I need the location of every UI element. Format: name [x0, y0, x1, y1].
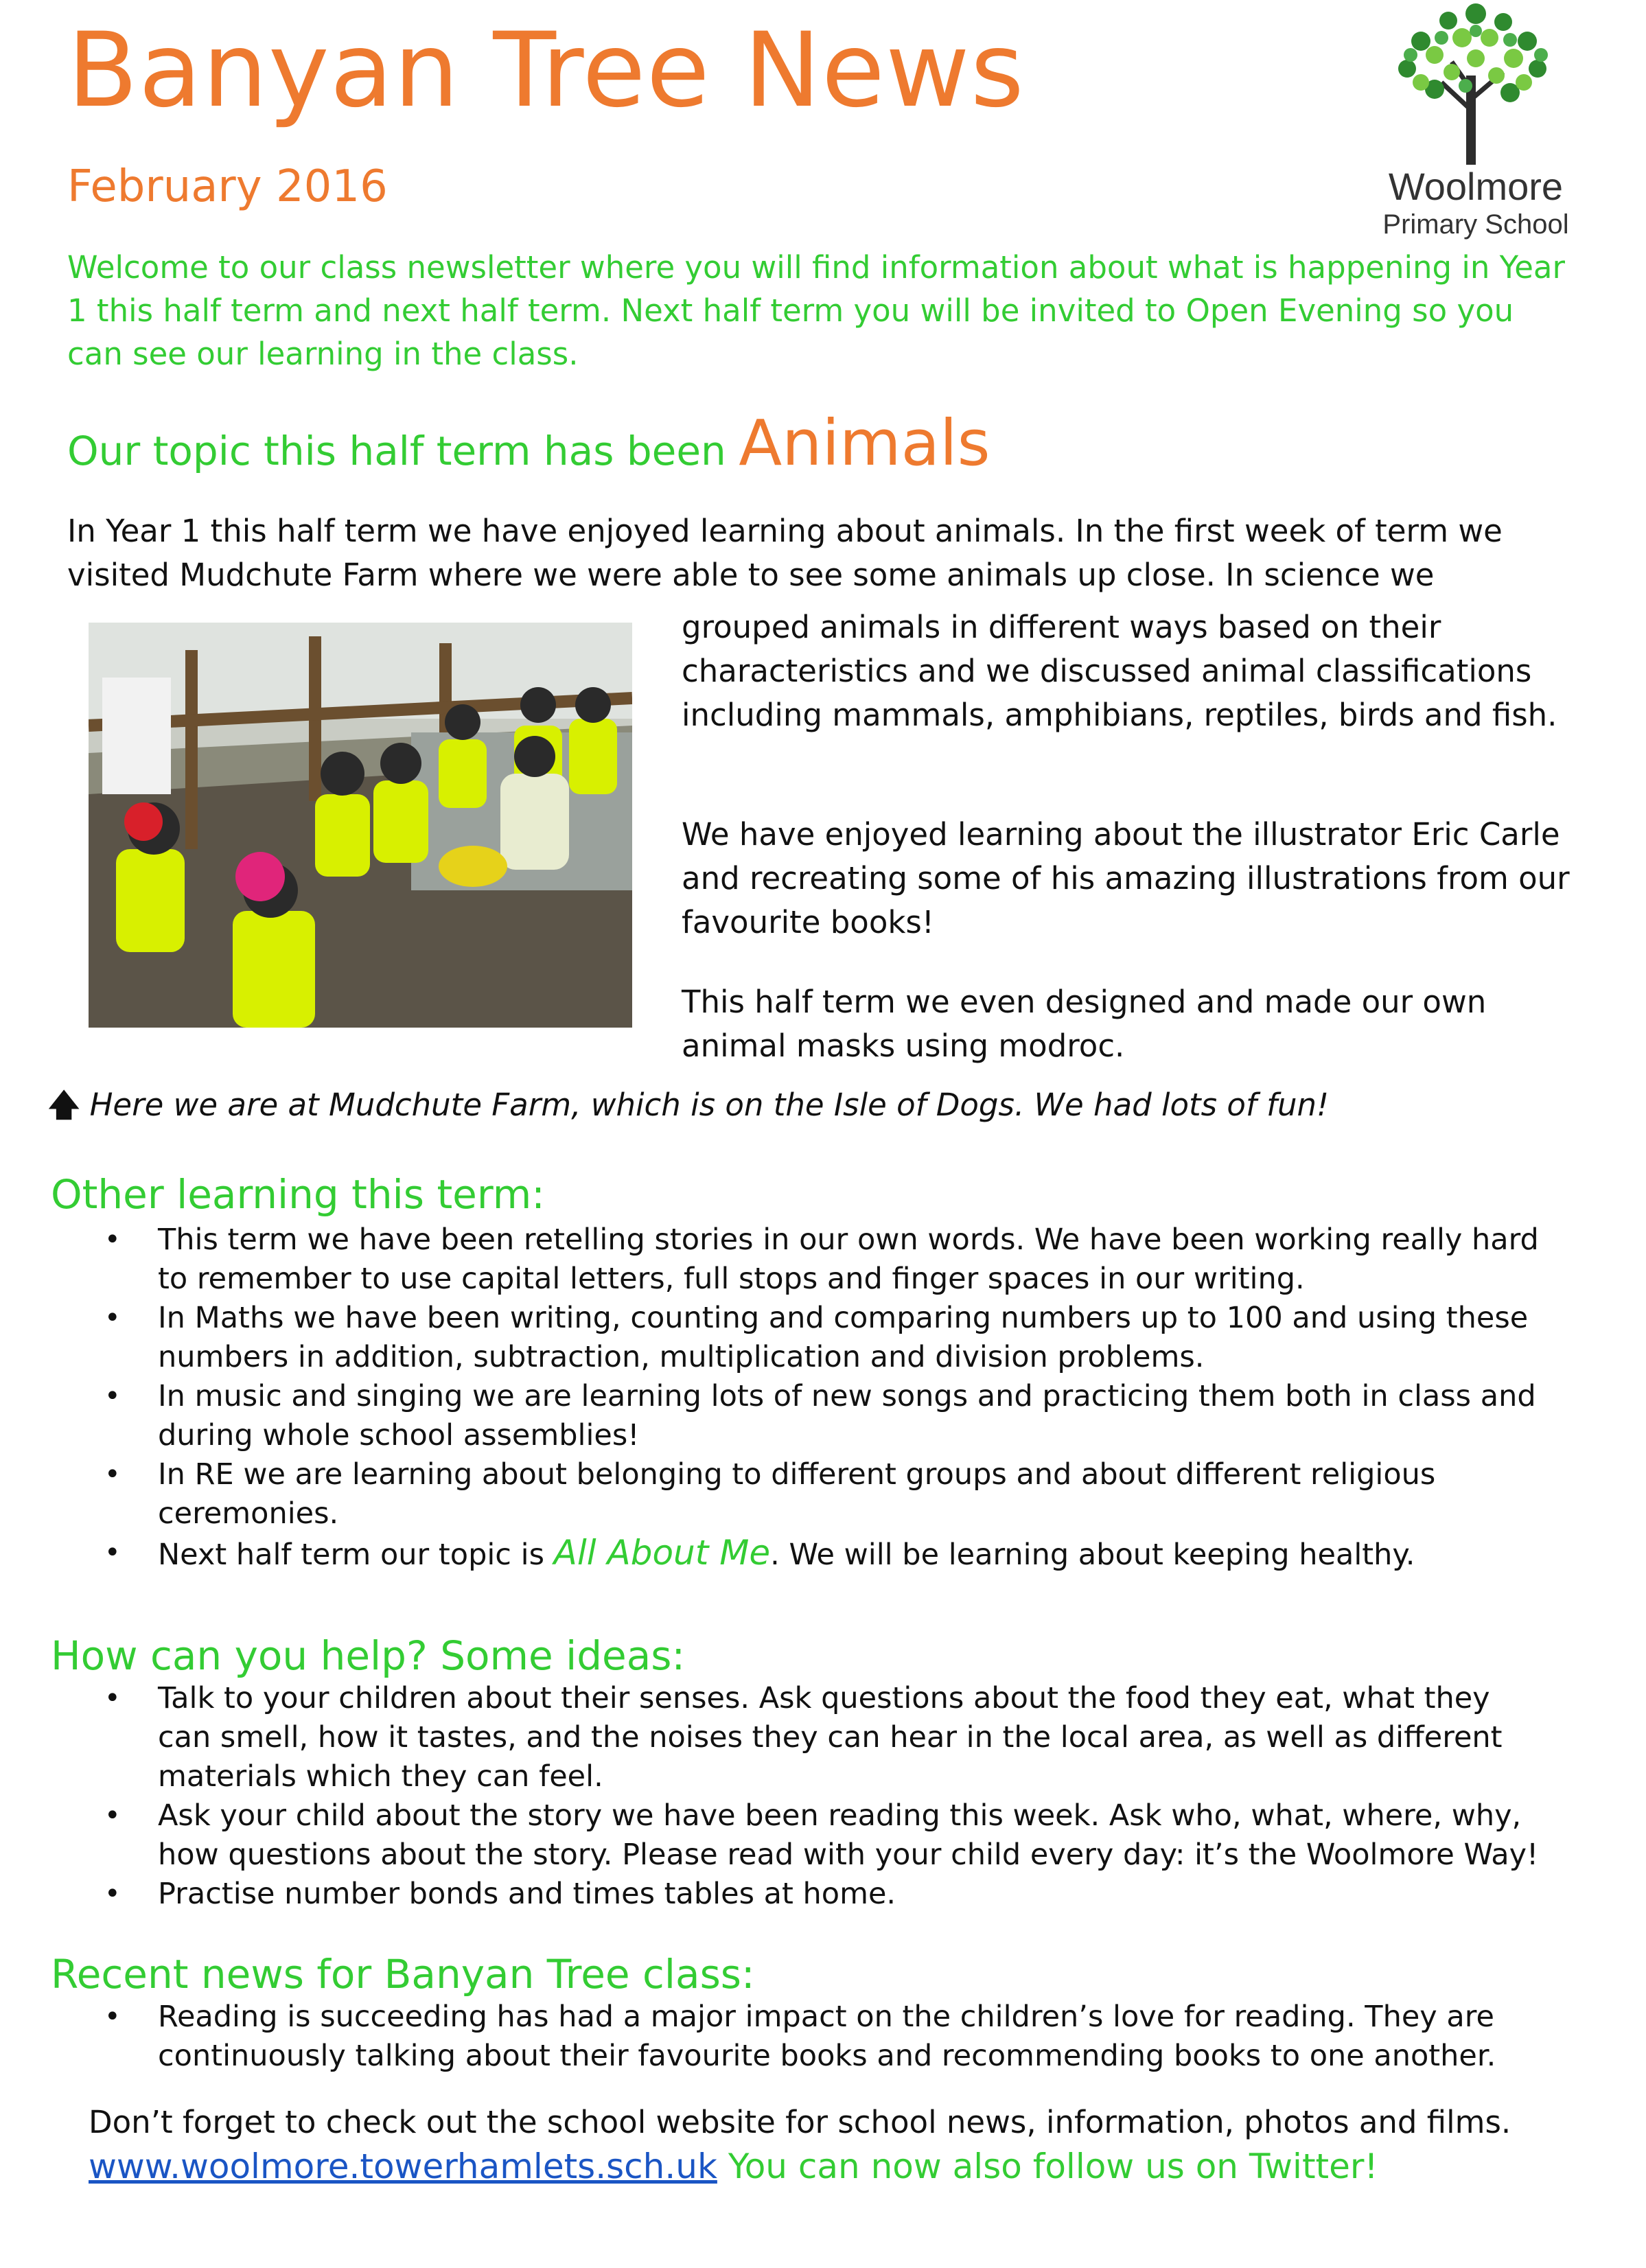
list-item: • This term we have been retelling stories in our own words. We have been working really hard to remember to use capital letters, full stops and finger spaces in our writing. [51, 1220, 1547, 1299]
help-list [51, 1679, 1547, 1914]
help-heading: How can you help? Some ideas: [51, 1632, 686, 1679]
footer-text: Don’t forget to check out the school website for school news, information, photos and films. [89, 2104, 1511, 2140]
other-learning-heading: Other learning this term: [51, 1171, 545, 1218]
topic-paragraph-1: grouped animals in different ways based on their characteristics and we discussed animal classifications including mammals, amphibians, reptiles, birds and fish. [682, 609, 1557, 733]
topic-heading-prefix: Our topic this half term has been [67, 428, 726, 474]
list-item: • In music and singing we are learning lots of new songs and practicing them both in class and during whole school assemblies! [51, 1377, 1547, 1455]
recent-news-heading: Recent news for Banyan Tree class: [51, 1951, 755, 1998]
newsletter-date: February 2016 [67, 161, 388, 212]
footer [89, 2101, 1599, 2188]
school-name: Woolmore [1388, 165, 1564, 208]
next-topic-prefix: Next half term our topic is [158, 1538, 554, 1572]
topic-paragraph-3: This half term we even designed and made our own animal masks using modroc. [682, 984, 1487, 1064]
list-item: • Ask your child about the story we have been reading this week. Ask who, what, where, why, how questions about the story. Please read with your child every day: it’s the Woolmore Way! [51, 1796, 1547, 1875]
photo-caption [48, 1083, 1329, 1127]
list-item: • In Maths we have been writing, counting and comparing numbers up to 100 and using these numbers in addition, subtraction, multiplication and division problems. [51, 1299, 1547, 1377]
list-item: • In RE we are learning about belonging to different groups and about different religious ceremonies. [51, 1455, 1547, 1534]
school-website-link[interactable]: www.woolmore.towerhamlets.sch.uk [89, 2146, 717, 2186]
arrow-up-icon: 🡅 [48, 1087, 80, 1123]
photo-caption-text: Here we are at Mudchute Farm, which is on the Isle of Dogs. We had lots of fun! [89, 1087, 1330, 1123]
topic-heading-topic: Animals [739, 406, 990, 480]
next-topic-suffix: . We will be learning about keeping healthy. [770, 1538, 1415, 1572]
children-at-farm-image [89, 623, 632, 1028]
list-item [51, 1534, 1547, 1575]
tree-icon [1338, 0, 1613, 172]
topic-heading [67, 402, 990, 492]
list-item: • Reading is succeeding has had a major impact on the children’s love for reading. They are continuously talking about their favourite books and recommending books to one another. [51, 1998, 1547, 2076]
list-item: • Talk to your children about their senses. Ask questions about the food they eat, what they can smell, how it tastes, and the noises they can hear in the local area, as well as different materials which they can feel. [51, 1679, 1547, 1796]
other-learning-list [51, 1220, 1547, 1575]
twitter-note: You can now also follow us on Twitter! [728, 2146, 1378, 2186]
topic-paragraph-2: We have enjoyed learning about the illustrator Eric Carle and recreating some of his amazing illustrations from our favourite books! [682, 816, 1570, 940]
newsletter-title: Banyan Tree News [67, 11, 1025, 130]
topic-intro: In Year 1 this half term we have enjoyed learning about animals. In the first week of term we visited Mudchute Farm where we were able to see some animals up close. In science we [67, 513, 1503, 593]
next-topic-name: All About Me [553, 1533, 771, 1573]
school-logo [1338, 0, 1613, 247]
list-item: • Practise number bonds and times tables at home. [51, 1875, 1547, 1914]
class-trip-photo [89, 623, 632, 1028]
school-subtitle: Primary School [1382, 209, 1569, 240]
welcome-text: Welcome to our class newsletter where you will find information about what is happening in Year 1 this half term and next half term. Next half term you will be invited to Open Evening so you can see our learning in the class. [67, 249, 1565, 372]
recent-news-list [51, 1998, 1547, 2076]
